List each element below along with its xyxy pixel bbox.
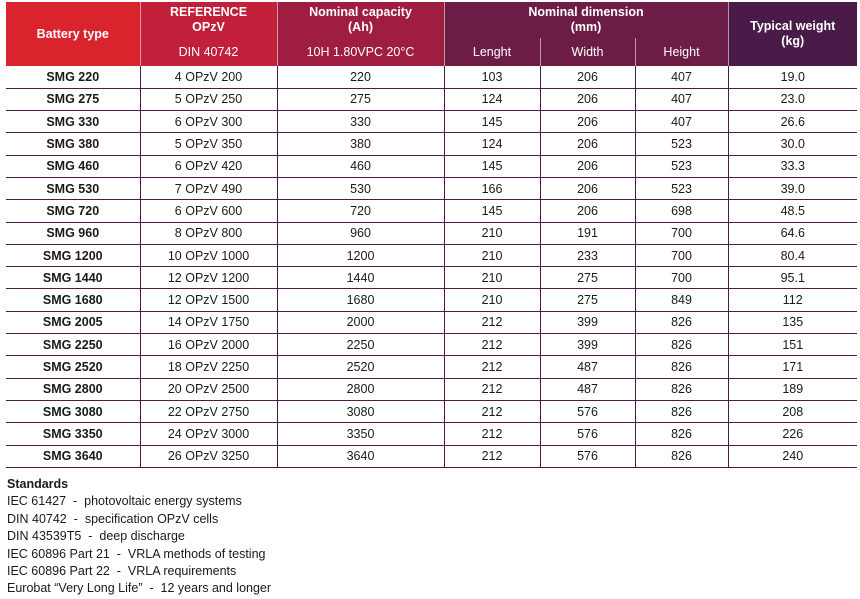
cell-width: 206 — [540, 66, 635, 88]
cell-weight: 23.0 — [728, 88, 857, 110]
cell-length: 212 — [444, 356, 540, 378]
cell-length: 210 — [444, 289, 540, 311]
table-row — [6, 200, 857, 222]
table-body — [6, 66, 857, 467]
cell-capacity: 275 — [277, 88, 444, 110]
cell-height: 407 — [635, 66, 728, 88]
cell-weight: 30.0 — [728, 133, 857, 155]
table-row — [6, 66, 857, 88]
cell-weight: 33.3 — [728, 155, 857, 177]
standard-item: IEC 60896 Part 21 - VRLA methods of testing — [7, 546, 266, 561]
cell-capacity: 2800 — [277, 378, 444, 400]
cell-width: 191 — [540, 222, 635, 244]
cell-height: 700 — [635, 267, 728, 289]
cell-weight: 240 — [728, 445, 857, 467]
cell-weight: 135 — [728, 311, 857, 333]
header-width: Width — [540, 38, 635, 66]
header-weight: Typical weight (kg) — [728, 2, 857, 66]
standard-item: DIN 40742 - specification OPzV cells — [7, 511, 219, 526]
header-capacity-sub: 10H 1.80VPC 20°C — [277, 38, 444, 66]
table-row — [6, 111, 857, 133]
cell-battery-type: SMG 330 — [6, 111, 140, 133]
cell-weight: 80.4 — [728, 244, 857, 266]
cell-battery-type: SMG 2005 — [6, 311, 140, 333]
cell-weight: 26.6 — [728, 111, 857, 133]
table-row — [6, 423, 857, 445]
standards-section — [7, 476, 271, 598]
cell-capacity: 220 — [277, 66, 444, 88]
cell-battery-type: SMG 460 — [6, 155, 140, 177]
cell-weight: 112 — [728, 289, 857, 311]
cell-reference: 4 OPzV 200 — [140, 66, 277, 88]
cell-width: 576 — [540, 445, 635, 467]
cell-battery-type: SMG 3640 — [6, 445, 140, 467]
battery-spec-table — [6, 2, 857, 468]
cell-capacity: 460 — [277, 155, 444, 177]
cell-length: 210 — [444, 222, 540, 244]
cell-length: 145 — [444, 200, 540, 222]
cell-reference: 6 OPzV 420 — [140, 155, 277, 177]
header-reference-din: DIN 40742 — [140, 38, 277, 66]
table-row — [6, 88, 857, 110]
cell-height: 700 — [635, 222, 728, 244]
cell-height: 698 — [635, 200, 728, 222]
table-row — [6, 445, 857, 467]
cell-width: 576 — [540, 400, 635, 422]
cell-reference: 7 OPzV 490 — [140, 177, 277, 199]
cell-length: 210 — [444, 267, 540, 289]
cell-weight: 226 — [728, 423, 857, 445]
cell-capacity: 1200 — [277, 244, 444, 266]
cell-battery-type: SMG 3080 — [6, 400, 140, 422]
table-row — [6, 133, 857, 155]
cell-height: 849 — [635, 289, 728, 311]
cell-capacity: 960 — [277, 222, 444, 244]
cell-reference: 6 OPzV 300 — [140, 111, 277, 133]
cell-length: 212 — [444, 423, 540, 445]
cell-reference: 8 OPzV 800 — [140, 222, 277, 244]
header-dimension: Nominal dimension (mm) — [444, 2, 728, 38]
cell-height: 826 — [635, 378, 728, 400]
header-height: Height — [635, 38, 728, 66]
cell-height: 826 — [635, 423, 728, 445]
cell-length: 210 — [444, 244, 540, 266]
cell-reference: 14 OPzV 1750 — [140, 311, 277, 333]
cell-battery-type: SMG 1680 — [6, 289, 140, 311]
cell-length: 212 — [444, 378, 540, 400]
cell-reference: 12 OPzV 1500 — [140, 289, 277, 311]
cell-length: 166 — [444, 177, 540, 199]
cell-capacity: 1440 — [277, 267, 444, 289]
table-row — [6, 155, 857, 177]
cell-weight: 189 — [728, 378, 857, 400]
header-reference: REFERENCE OPzV — [140, 2, 277, 38]
cell-reference: 26 OPzV 3250 — [140, 445, 277, 467]
cell-capacity: 2000 — [277, 311, 444, 333]
cell-width: 233 — [540, 244, 635, 266]
cell-capacity: 3350 — [277, 423, 444, 445]
cell-battery-type: SMG 220 — [6, 66, 140, 88]
cell-weight: 48.5 — [728, 200, 857, 222]
table-row — [6, 400, 857, 422]
cell-reference: 24 OPzV 3000 — [140, 423, 277, 445]
standard-item: DIN 43539T5 - deep discharge — [7, 529, 185, 544]
cell-reference: 12 OPzV 1200 — [140, 267, 277, 289]
standard-item: Eurobat “Very Long Life” - 12 years and longer — [7, 581, 272, 596]
cell-capacity: 1680 — [277, 289, 444, 311]
cell-capacity: 3640 — [277, 445, 444, 467]
cell-width: 206 — [540, 133, 635, 155]
cell-weight: 64.6 — [728, 222, 857, 244]
standards-title: Standards — [7, 477, 69, 491]
standards-list — [7, 493, 271, 597]
cell-weight: 39.0 — [728, 177, 857, 199]
cell-length: 124 — [444, 133, 540, 155]
cell-battery-type: SMG 960 — [6, 222, 140, 244]
cell-width: 487 — [540, 356, 635, 378]
cell-width: 399 — [540, 334, 635, 356]
cell-weight: 171 — [728, 356, 857, 378]
cell-battery-type: SMG 720 — [6, 200, 140, 222]
cell-reference: 20 OPzV 2500 — [140, 378, 277, 400]
cell-battery-type: SMG 530 — [6, 177, 140, 199]
cell-length: 145 — [444, 111, 540, 133]
cell-height: 826 — [635, 445, 728, 467]
cell-battery-type: SMG 275 — [6, 88, 140, 110]
cell-width: 399 — [540, 311, 635, 333]
cell-height: 523 — [635, 155, 728, 177]
cell-weight: 151 — [728, 334, 857, 356]
cell-battery-type: SMG 2520 — [6, 356, 140, 378]
cell-reference: 16 OPzV 2000 — [140, 334, 277, 356]
cell-length: 145 — [444, 155, 540, 177]
cell-width: 206 — [540, 177, 635, 199]
cell-battery-type: SMG 380 — [6, 133, 140, 155]
cell-height: 826 — [635, 334, 728, 356]
cell-reference: 5 OPzV 350 — [140, 133, 277, 155]
cell-battery-type: SMG 3350 — [6, 423, 140, 445]
cell-weight: 95.1 — [728, 267, 857, 289]
cell-reference: 18 OPzV 2250 — [140, 356, 277, 378]
cell-weight: 208 — [728, 400, 857, 422]
cell-length: 212 — [444, 311, 540, 333]
cell-reference: 10 OPzV 1000 — [140, 244, 277, 266]
cell-capacity: 380 — [277, 133, 444, 155]
header-length: Lenght — [444, 38, 540, 66]
cell-reference: 5 OPzV 250 — [140, 88, 277, 110]
cell-capacity: 330 — [277, 111, 444, 133]
cell-width: 275 — [540, 289, 635, 311]
cell-capacity: 530 — [277, 177, 444, 199]
cell-width: 275 — [540, 267, 635, 289]
cell-height: 826 — [635, 400, 728, 422]
table-row — [6, 289, 857, 311]
cell-height: 826 — [635, 311, 728, 333]
cell-reference: 22 OPzV 2750 — [140, 400, 277, 422]
table-row — [6, 378, 857, 400]
cell-length: 212 — [444, 400, 540, 422]
header-capacity: Nominal capacity (Ah) — [277, 2, 444, 38]
cell-reference: 6 OPzV 600 — [140, 200, 277, 222]
table-row — [6, 334, 857, 356]
cell-weight: 19.0 — [728, 66, 857, 88]
cell-height: 407 — [635, 88, 728, 110]
cell-height: 523 — [635, 133, 728, 155]
table-row — [6, 267, 857, 289]
table-row — [6, 356, 857, 378]
cell-width: 576 — [540, 423, 635, 445]
cell-battery-type: SMG 2250 — [6, 334, 140, 356]
table-header — [6, 2, 857, 66]
table-row — [6, 222, 857, 244]
cell-width: 206 — [540, 111, 635, 133]
cell-width: 206 — [540, 88, 635, 110]
cell-length: 212 — [444, 334, 540, 356]
cell-height: 407 — [635, 111, 728, 133]
cell-length: 124 — [444, 88, 540, 110]
cell-width: 206 — [540, 155, 635, 177]
cell-battery-type: SMG 2800 — [6, 378, 140, 400]
table-row — [6, 177, 857, 199]
cell-length: 103 — [444, 66, 540, 88]
cell-battery-type: SMG 1440 — [6, 267, 140, 289]
cell-capacity: 2520 — [277, 356, 444, 378]
cell-battery-type: SMG 1200 — [6, 244, 140, 266]
table-row — [6, 244, 857, 266]
header-battery-type: Battery type — [6, 2, 140, 66]
cell-width: 206 — [540, 200, 635, 222]
cell-height: 523 — [635, 177, 728, 199]
cell-capacity: 3080 — [277, 400, 444, 422]
cell-height: 826 — [635, 356, 728, 378]
cell-width: 487 — [540, 378, 635, 400]
table-row — [6, 311, 857, 333]
cell-capacity: 720 — [277, 200, 444, 222]
cell-height: 700 — [635, 244, 728, 266]
standard-item: IEC 61427 - photovoltaic energy systems — [7, 494, 242, 509]
standard-item: IEC 60896 Part 22 - VRLA requirements — [7, 564, 237, 579]
cell-length: 212 — [444, 445, 540, 467]
cell-capacity: 2250 — [277, 334, 444, 356]
